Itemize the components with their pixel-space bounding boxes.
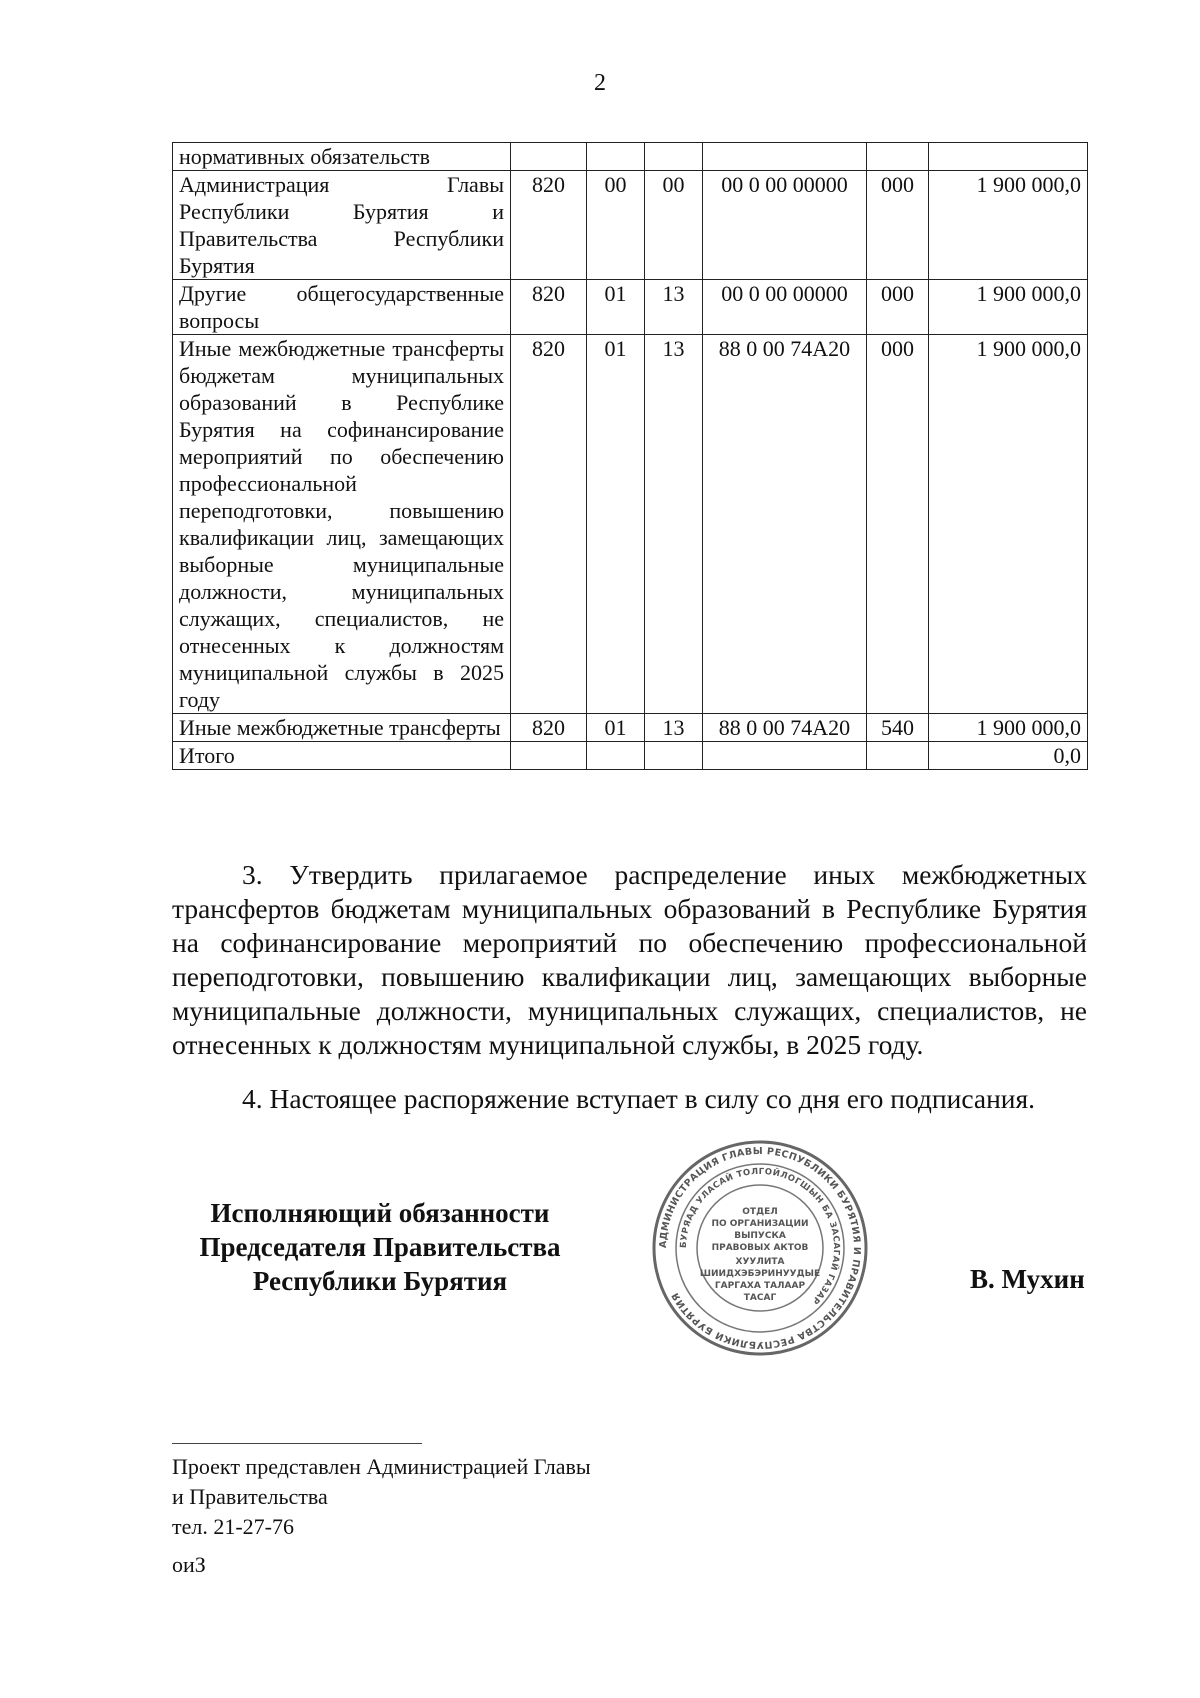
cell-subsection: 00: [645, 171, 703, 280]
footnote: [172, 1452, 591, 1542]
cell-expense-type: [867, 742, 929, 770]
table-row: [173, 335, 1088, 714]
cell-section: [587, 143, 645, 171]
stamp-center-line: ХУУЛИТА: [735, 1257, 785, 1267]
cell-name: Администрация Главы Республики Бурятия и Правительства Республики Бурятия: [173, 171, 511, 280]
cell-name: Другие общегосударственные вопросы: [173, 280, 511, 335]
cell-section: [587, 742, 645, 770]
cell-section: 01: [587, 714, 645, 742]
stamp-center-line: ПРАВОВЫХ АКТОВ: [711, 1243, 809, 1253]
stamp-center-line: ГАРГАХА ТАЛААР: [714, 1281, 806, 1291]
cell-section: 01: [587, 280, 645, 335]
table-row: [173, 143, 1088, 171]
cell-amount: 1 900 000,0: [929, 171, 1088, 280]
position-line: Председателя Правительства: [199, 1232, 561, 1262]
cell-target-article: 88 0 00 74А20: [703, 335, 867, 714]
table-row: [173, 742, 1088, 770]
cell-expense-type: 000: [867, 280, 929, 335]
paragraph-4: 4. Настоящее распоряжение вступает в силу со дня его подписания.: [242, 1083, 1036, 1114]
cell-ved: [511, 742, 587, 770]
footnote-line: и Правительства: [172, 1484, 328, 1509]
table-row: [173, 714, 1088, 742]
page-number: 2: [594, 70, 606, 96]
cell-amount: [929, 143, 1088, 171]
cell-amount: 1 900 000,0: [929, 714, 1088, 742]
cell-name: Итого: [173, 742, 511, 770]
cell-ved: [511, 143, 587, 171]
footnote-phone: тел. 21-27-76: [172, 1514, 295, 1539]
footnote-line: Проект представлен Администрацией Главы: [172, 1454, 591, 1479]
stamp-center-line: ТАСАГ: [743, 1293, 777, 1303]
executor-code: оиЗ: [172, 1552, 206, 1577]
cell-expense-type: 000: [867, 171, 929, 280]
table-row: [173, 280, 1088, 335]
official-seal-stamp: [650, 1138, 870, 1358]
stamp-inner-text: БУРЯАД УЛАСАЙ ТОЛГОЙЛОГШЫН БА ЗАСАГАЙ ГАЗАР: [678, 1166, 842, 1306]
cell-section: 01: [587, 335, 645, 714]
cell-expense-type: [867, 143, 929, 171]
position-line: Исполняющий обязанности: [210, 1198, 550, 1228]
cell-ved: 820: [511, 335, 587, 714]
position-line: Республики Бурятия: [252, 1266, 508, 1296]
cell-target-article: 00 0 00 00000: [703, 171, 867, 280]
cell-subsection: [645, 143, 703, 171]
cell-section: 00: [587, 171, 645, 280]
cell-amount: 0,0: [929, 742, 1088, 770]
footnote-divider: [172, 1443, 422, 1444]
cell-ved: 820: [511, 280, 587, 335]
signature-position: [170, 1196, 590, 1298]
signer-name: В. Мухин: [970, 1264, 1085, 1294]
cell-subsection: 13: [645, 714, 703, 742]
cell-name: нормативных обязательств: [173, 143, 511, 171]
stamp-center-line: ОТДЕЛ: [742, 1207, 778, 1217]
cell-subsection: 13: [645, 280, 703, 335]
cell-ved: 820: [511, 714, 587, 742]
stamp-center-line: ШИИДХЭБЭРИНУУДЫЕ: [699, 1269, 821, 1279]
cell-subsection: [645, 742, 703, 770]
cell-subsection: 13: [645, 335, 703, 714]
cell-target-article: 88 0 00 74А20: [703, 714, 867, 742]
stamp-center-line: ВЫПУСКА: [734, 1231, 786, 1241]
cell-expense-type: 000: [867, 335, 929, 714]
cell-ved: 820: [511, 171, 587, 280]
cell-amount: 1 900 000,0: [929, 335, 1088, 714]
budget-table: [172, 142, 1088, 770]
cell-name: Иные межбюджетные трансферты бюджетам муниципальных образований в Республике Бурятия на софинансирование мероприятий по обеспечению профессиональной переподготовки, повышению квалификации лиц, замещающих выборные муниципальные должности, муниципальных служащих, специалистов, не отнесенных к должностям муниципальной службы в 2025 году: [173, 335, 511, 714]
paragraph-3: 3. Утвердить прилагаемое распределение иных межбюджетных трансфертов бюджетам муниципальных образований в Республике Бурятия на софинансирование мероприятий по обеспечению профессиональной переподготовки, повышению квалификации лиц, замещающих выборные муниципальные должности, муниципальных служащих, специалистов, не отнесенных к должностям муниципальной службы, в 2025 году.: [172, 859, 1087, 1060]
cell-target-article: [703, 143, 867, 171]
stamp-center-line: ПО ОРГАНИЗАЦИИ: [711, 1219, 809, 1229]
cell-name: Иные межбюджетные трансферты: [173, 714, 511, 742]
cell-expense-type: 540: [867, 714, 929, 742]
budget-table-body: [173, 143, 1088, 770]
cell-target-article: 00 0 00 00000: [703, 280, 867, 335]
cell-amount: 1 900 000,0: [929, 280, 1088, 335]
cell-target-article: [703, 742, 867, 770]
table-row: [173, 171, 1088, 280]
stamp-outer-text: АДМИНИСТРАЦИЯ ГЛАВЫ РЕСПУБЛИКИ БУРЯТИЯ И ПРАВИТЕЛЬСТВА РЕСПУБЛИКИ БУРЯТИЯ: [657, 1145, 863, 1351]
